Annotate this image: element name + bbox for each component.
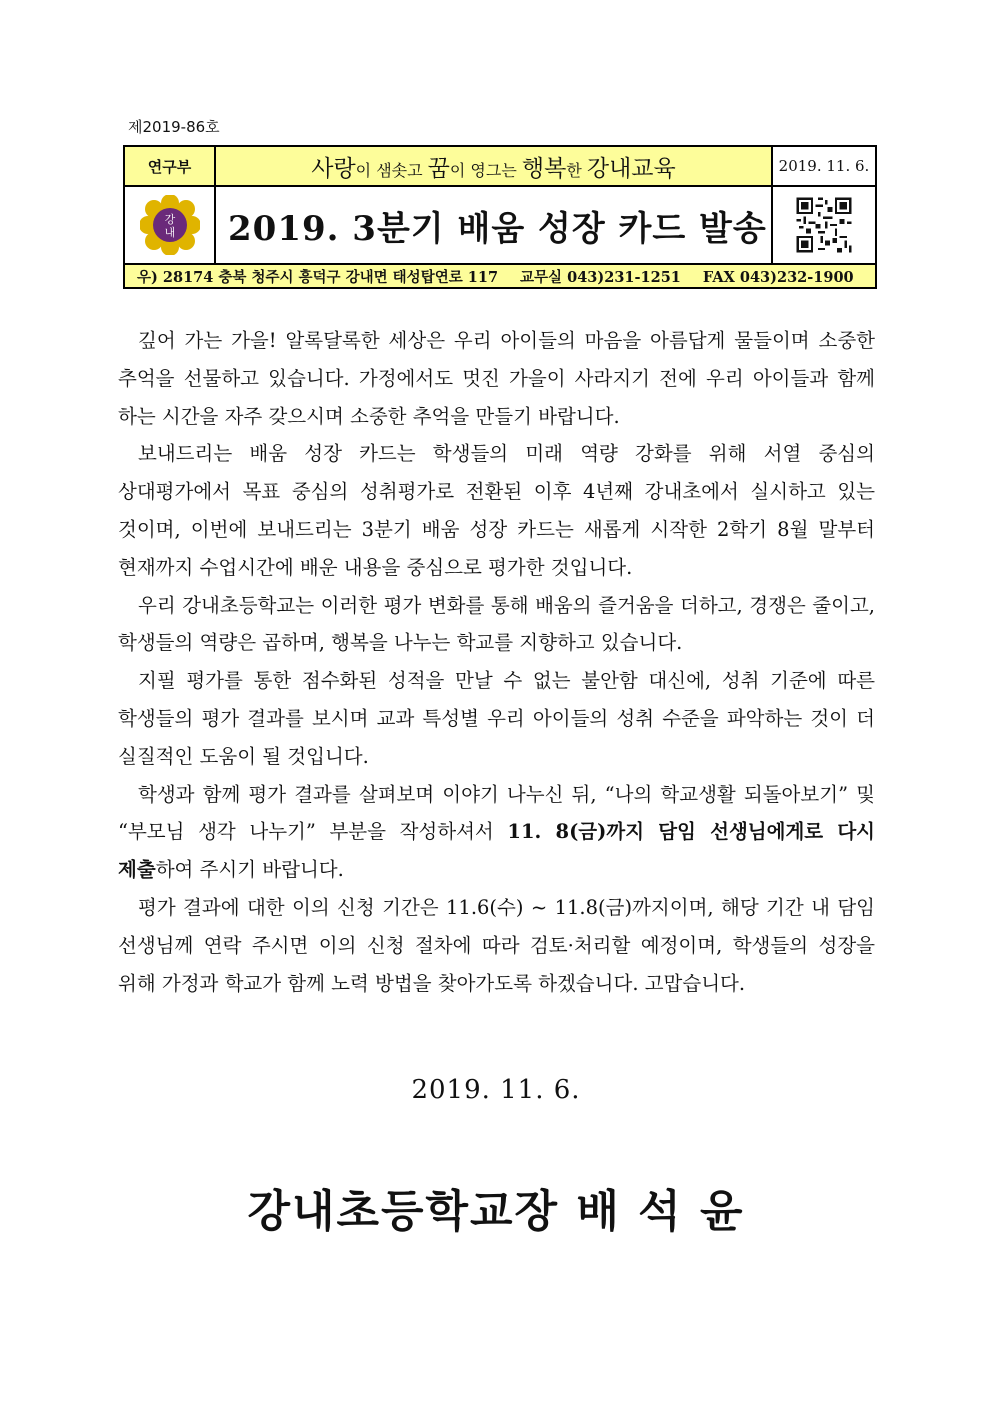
school-emblem-icon (140, 195, 200, 255)
svg-text:강: 강 (164, 213, 175, 226)
school-slogan: 사랑이 샘솟고 꿈이 영그는 행복한 강내교육 (215, 146, 772, 186)
letter-body (118, 322, 875, 1002)
letterhead (123, 145, 877, 289)
svg-text:내: 내 (164, 226, 175, 239)
paragraph-5: 학생과 함께 평가 결과를 살펴보며 이야기 나누신 뒤, “나의 학교생활 되돌아보기” 및 “부모님 생각 나누기” 부분을 작성하셔서 11. 8(금)까지 담임 선생님에게로 다시 제출하여 주시기 바랍니다. (118, 782, 875, 882)
office-phone: 교무실 043)231-1251 (520, 268, 681, 286)
fax-number: FAX 043)232-1900 (702, 268, 854, 286)
paragraph-2: 보내드리는 배움 성장 카드는 학생들의 미래 역량 강화를 위해 서열 중심의 상대평가에서 목표 중심의 성취평가로 전환된 이후 4년째 강내초에서 실시하고 있는 것이며, 이번에 보내드리는 3분기 배움 성장 카드는 새롭게 시작한 2학기 8월 말부터 현재까지 수업시간에 배운 내용을 중심으로 평가한 것입니다. (118, 442, 875, 579)
school-address-bar (124, 264, 876, 288)
submission-deadline: 11. 8(금)까지 담임 선생님에게로 다시 제출 (118, 820, 875, 882)
paragraph-1: 깊어 가는 가을! 알록달록한 세상은 우리 아이들의 마음을 아름답게 물들이며 소중한 추억을 선물하고 있습니다. 가정에서도 멋진 가을이 사라지기 전에 우리 아이들과 함께 하는 시간을 자주 갖으시며 소중한 추억을 만들기 바랍니다. (118, 329, 875, 428)
department-label: 연구부 (124, 146, 215, 186)
school-logo-cell (124, 186, 215, 264)
principal-signature: 강내초등학교장 배 석 윤 (247, 1186, 745, 1237)
document-number: 제2019-86호 (128, 118, 220, 136)
document-title: 2019. 3분기 배움 성장 카드 발송 (215, 186, 772, 264)
qr-code-icon[interactable] (794, 195, 854, 255)
school-address: 우) 28174 충북 청주시 흥덕구 강내면 태성탑연로 117 (137, 268, 499, 286)
header-date: 2019. 11. 6. (772, 146, 876, 186)
paragraph-6: 평가 결과에 대한 이의 신청 기간은 11.6(수) ~ 11.8(금)까지이며, 해당 기간 내 담임 선생님께 연락 주시면 이의 신청 절차에 따라 검토·처리할 예정이며, 학생들의 성장을 위해 가정과 학교가 함께 노력 방법을 찾아가도록 하겠습니다. 고맙습니다. (118, 895, 875, 995)
paragraph-4: 지필 평가를 통한 점수화된 성적을 만날 수 없는 불안함 대신에, 성취 기준에 따른 학생들의 평가 결과를 보시며 교과 특성별 우리 아이들의 성취 수준을 파악하는 것이 더 실질적인 도움이 될 것입니다. (118, 669, 875, 768)
issue-date: 2019. 11. 6. (411, 1075, 581, 1105)
paragraph-3: 우리 강내초등학교는 이러한 평가 변화를 통해 배움의 즐거움을 더하고, 경쟁은 줄이고, 학생들의 역량은 곱하며, 행복을 나누는 학교를 지향하고 있습니다. (118, 593, 875, 655)
qr-code-cell (772, 186, 876, 264)
